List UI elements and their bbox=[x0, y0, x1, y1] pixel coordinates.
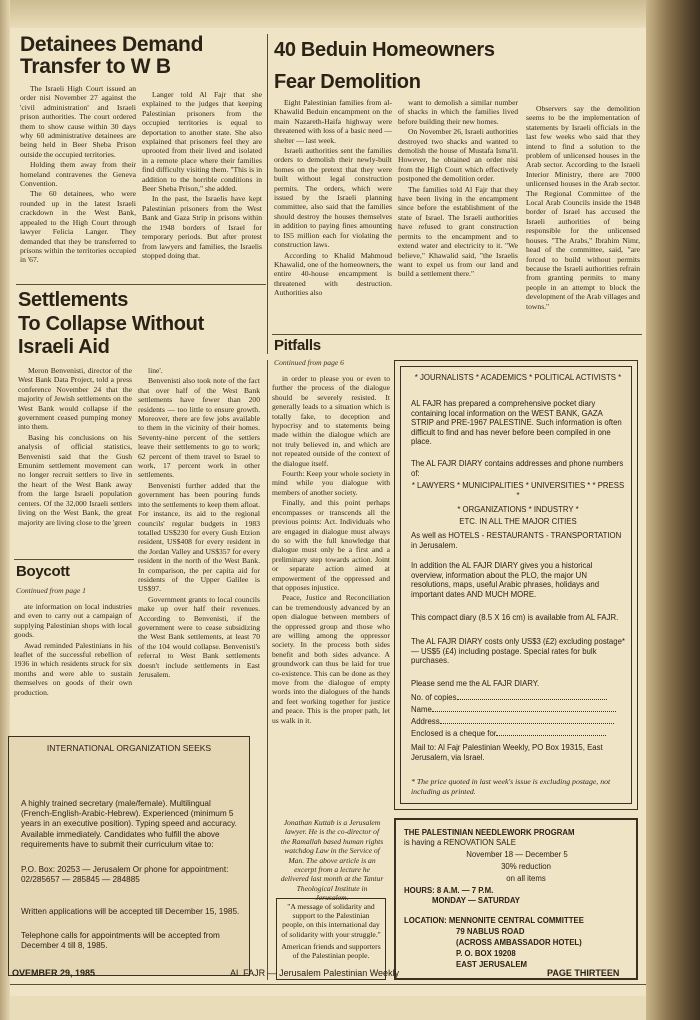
needlework-addr1: 79 NABLUS ROAD bbox=[456, 927, 525, 936]
section-rule bbox=[272, 334, 642, 335]
diary-list-3: ETC. IN ALL THE MAJOR CITIES bbox=[459, 517, 577, 526]
beduin-col2 bbox=[398, 98, 518, 358]
paragraph: Awad reminded Palestinians in his leaflet of the successful rebellion of 1936 in which residents struck for six months and were able to sustain themselves on goods of their own production. bbox=[14, 640, 132, 697]
order-field-label: Address bbox=[411, 717, 440, 726]
needlework-title: THE PALESTINIAN NEEDLEWORK PROGRAM bbox=[404, 828, 575, 837]
paragraph: want to demolish a similar number of shacks in which the families lived before building their new homes. bbox=[398, 98, 518, 126]
diary-ad bbox=[394, 360, 638, 810]
order-field-line[interactable] bbox=[432, 711, 616, 712]
author-bio-text: Jonathan Kuttab is a Jerusalem lawyer. He is the co-director of the Ramallah based human rights watchdog Law in the Service of Man. The above article is an excerpt from a lecture he delivered last month at the Tantur Theological Institute in Jerusalem. bbox=[280, 818, 384, 903]
intl-org-phone-note: Telephone calls for appointments will be accepted from December 4 till 8, 1985. bbox=[21, 931, 220, 951]
diary-contains: The AL FAJR DIARY contains addresses and phone numbers of: bbox=[411, 459, 624, 478]
diary-price: The AL FAJR DIARY costs only US$3 (£2) excluding postage* — US$5 (£4) including postage. Special rates for bulk purchases. bbox=[411, 637, 625, 666]
diary-mail-to: Mail to: Al Fajr Palestinian Weekly, PO Box 19315, East Jerusalem, via Israel. bbox=[411, 743, 603, 762]
needlework-addr3: P. O. BOX 19208 bbox=[456, 949, 516, 958]
beduin-headline-line1: 40 Beduin Homeowners bbox=[274, 39, 495, 61]
settlements-col2 bbox=[138, 366, 260, 746]
intl-org-body: A highly trained secretary (male/female). Multilingual (French-English-Arabic-Hebrew). Experienced (minimum 5 years in an executive position). Typing speed and accuracy. Available immediately. Candidates who fulfill the above requirements have to submit their curriculum vitae to: bbox=[21, 799, 237, 849]
paragraph: Meron Benvenisti, director of the West Bank Data Project, told a press conference November 24 that the majority of Jewish settlements on the West Bank would collapse if the government ceased pumping money into them. bbox=[18, 366, 132, 432]
solidarity-signature: American friends and supporters of the Palestinian people. bbox=[281, 941, 381, 961]
pitfalls-body bbox=[272, 374, 390, 814]
settlements-headline-line3: Israeli Aid bbox=[18, 336, 110, 358]
paragraph: Fourth: Keep your whole society in mind while you dialogue with members of another society. bbox=[272, 469, 390, 497]
paragraph: Eight Palestinian families from al-Khawalid Beduin encampment on the main Nazareth-Haifa highway were threatened with loss of a basic need — shelter — last week. bbox=[274, 98, 392, 145]
paragraph: According to Khalid Mahmoud Khawalid, one of the homeowners, the entire 40-house encampment is threatened with destruction. Authorities also bbox=[274, 250, 392, 298]
beduin-headline-line2: Fear Demolition bbox=[274, 71, 421, 93]
paragraph: in order to please you or even to further the process of the dialogue should be severely resisted. It generally leads to a situation which is totally fake, to deception and hypocrisy and to statements being made within the dialogue which are not truly believed in, and which are not repeated outside of the context of the dialogue itself. bbox=[272, 374, 390, 468]
intl-org-contact: P.O. Box: 20253 — Jerusalem Or phone for appointment: 02/285657 — 285845 — 284885 bbox=[21, 865, 229, 885]
diary-size: This compact diary (8.5 X 16 cm) is available from AL FAJR. bbox=[411, 613, 619, 622]
footer-publication: AL FAJR — Jerusalem Palestinian Weekly bbox=[230, 968, 400, 978]
pitfalls-author-bio bbox=[280, 818, 384, 903]
order-field-label: Name bbox=[411, 705, 432, 714]
settlements-headline-line2: To Collapse Without bbox=[18, 313, 204, 335]
paragraph: Holding them away from their homeland contravenes the Geneva Convention. bbox=[20, 160, 136, 189]
diary-overview: In addition the AL FAJR DIARY gives you a historical overview, information about the PLO, the major UN resolutions, maps, useful Arabic phrases, holidays and important dates AND MUCH MORE. bbox=[411, 561, 600, 599]
paragraph: Benvenisti further added that the government has been pouring funds into the settlements to keep them afloat. For instance, its aid to the regional councils' regular budgets in 1983 totalled US$230 for every Gush Etzion resident, US$408 for every resident in the Jordan Valley and US$357 for every resident in the north of the West Bank. In comparison, the per capita aid for residents of the Upper Galilee is US$97. bbox=[138, 480, 260, 594]
needlework-location: LOCATION: MENNONITE CENTRAL COMMITTEE bbox=[404, 916, 584, 925]
solidarity-text: "A message of solidarity and support to the Palestinian people, on this international day of solidarity with your struggle." bbox=[281, 902, 381, 939]
order-field-label: Enclosed is a cheque for bbox=[411, 729, 497, 738]
detainees-col2 bbox=[142, 90, 262, 280]
footer-date: OVEMBER 29, 1985 bbox=[12, 968, 96, 978]
diary-hotels: As well as HOTELS - RESTAURANTS - TRANSPORTATION in Jerusalem. bbox=[411, 531, 622, 550]
paragraph: On November 26, Israeli authorities destroyed two shacks and wanted to demolish the house of Mustafa Isma'il. However, he obtained an order nisi from the High Court which effectively postponed the demolition order. bbox=[398, 127, 518, 184]
paragraph: Peace, Justice and Reconciliation can be tremendously advanced by an open dialogue between members of the oppressed group and those who are willing among the oppressor society. In the process both sides benefit and both sides advance. A groundwork can thus be laid for true co-existence. This can be done as they move from the dialogue of empty words into the dialogues of the hands and feet working together for justice and peace. This is the proper path, let us walk in it. bbox=[272, 593, 390, 725]
paragraph: Observers say the demolition seems to be the implementation of statements by Israeli officials in the last few weeks who said that they intend to find a solution to the problem of unlicensed houses in the Arab sector. According to the Israeli Interior Ministry, there are 7000 unlicensed houses in the Arab sector. The Regional Committee of the Local Arab Councils inside the 1948 border of Israel has accused the Israeli authorities of being responsible for the unlicensed houses. "The Arabs," Ibrahim Nimr, head of the committee, said, "are forced to build without permits because the Israeli authorities refrain from granting permits to many people in an attempt to block the development of the Arab villages and towns." bbox=[526, 104, 640, 311]
order-field-line[interactable] bbox=[496, 735, 606, 736]
pitfalls-headline: Pitfalls bbox=[274, 337, 321, 354]
diary-audience: * JOURNALISTS * ACADEMICS * POLITICAL ACTIVISTS * bbox=[414, 373, 622, 382]
paragraph: Langer told Al Fajr that she explained to the judges that keeping Palestinian prisoners from the occupied territories is equal to deportation to another state. She also explained that prisoners feel they are uprooted from their lived and isolated in a remote place where their families find difficulty visiting them. "This is in addition to the horrible conditions in Beer Sheba Prison," she added. bbox=[142, 90, 262, 194]
paragraph: The 60 detainees, who were rounded up in the latest Israeli crackdown in the West Bank, appealed to the High Court through lawyer Felicia Langer. They demanded that they be transferred to prisons within the territories occupied in '67. bbox=[20, 189, 136, 265]
order-field-label: No. of copies bbox=[411, 693, 457, 702]
diary-intro: AL FAJR has prepared a comprehensive pocket diary containing local information on the WEST BANK, GAZA STRIP and PRE-1967 PALESTINE. Such information is often difficult to find and has never before been compiled in one place. bbox=[411, 399, 622, 447]
needlework-discount: 30% reduction bbox=[501, 862, 551, 871]
binding-edge bbox=[646, 0, 700, 1020]
paragraph: line'. bbox=[148, 366, 163, 375]
paragraph: Israeli authorities sent the families orders to demolish their newly-built homes on the pretext that they were built without legal construction permits. The orders, which were issued by the Israeli planning committee, also said that the families should destroy the houses themselves in addition to paying fines amounting to IS5 million each for violating the construction laws. bbox=[274, 146, 392, 250]
diary-order-title: Please send me the AL FAJR DIARY. bbox=[411, 679, 540, 688]
settlements-headline-line1: Settlements bbox=[18, 289, 129, 311]
order-field-cheque[interactable] bbox=[411, 729, 625, 739]
needlework-days: MONDAY — SATURDAY bbox=[432, 896, 520, 905]
order-field-name[interactable] bbox=[411, 705, 625, 715]
needlework-addr4: EAST JERUSALEM bbox=[456, 960, 528, 969]
paragraph: ate information on local industries and even to carry out a campaign of supplying Palestinian shops with local goods. bbox=[14, 602, 132, 640]
section-rule bbox=[14, 559, 134, 560]
footer-rule bbox=[10, 984, 646, 985]
diary-footnote: * The price quoted in last week's issue is excluding postage, not including as printed. bbox=[411, 777, 611, 796]
order-field-line[interactable] bbox=[440, 723, 614, 724]
paragraph: The Israeli High Court issued an order nisi November 27 against the 'civil administration' and Israeli prison authorities. The court ordered them to show cause within 30 days why 60 administrative detainees are being held in Beer Sheba Prison outside the occupied territories. bbox=[20, 84, 136, 159]
detainees-headline: Detainees Demand Transfer to W B bbox=[20, 33, 204, 79]
needlework-items: on all items bbox=[506, 874, 546, 883]
detainees-col1 bbox=[20, 84, 136, 280]
needlework-ad bbox=[394, 818, 638, 980]
section-rule bbox=[16, 284, 266, 285]
beduin-col3 bbox=[526, 104, 640, 358]
footer-page: PAGE THIRTEEN bbox=[547, 968, 620, 978]
beduin-col1 bbox=[274, 98, 392, 358]
boycott-body bbox=[14, 602, 132, 752]
boycott-headline: Boycott bbox=[16, 563, 70, 580]
paragraph: Basing his conclusions on his analysis of official statistics, Benvenisti said that the Gush Emunim settlement movement can no longer recruit settlers to live in the heart of the West Bank away from the large Israeli population centers. Of the 32,000 Israeli settlers living on the West Bank, the great majority are living close to the 'green bbox=[18, 432, 132, 527]
diary-list-2: * ORGANIZATIONS * INDUSTRY * bbox=[457, 505, 579, 514]
paragraph: Finally, and this point perhaps encompasses or transcends all the previous points: Act. Individuals who are engaged in dialogue must always do so with the full knowledge that dialogue must only be a first and a preliminary step towards action. Joint or separate action aimed at empowerment of the oppressed and that opposes injustice. bbox=[272, 498, 390, 592]
paragraph: In the past, the Israelis have kept Palestinian prisoners from the West Bank and Gaza Strip in prisons within the 1948 borders of Israel for temporary periods. But after protest from lawyers and families, the Israelis stopped doing that. bbox=[142, 194, 262, 260]
column-rule bbox=[267, 34, 268, 354]
newspaper-page bbox=[10, 28, 646, 996]
settlements-col1 bbox=[18, 366, 132, 556]
intl-org-ad bbox=[8, 736, 250, 976]
pitfalls-continued: Continued from page 6 bbox=[274, 358, 344, 367]
intl-org-title: INTERNATIONAL ORGANIZATION SEEKS bbox=[46, 743, 212, 753]
needlework-addr2: (ACROSS AMBASSADOR HOTEL) bbox=[456, 938, 582, 947]
diary-list-1: * LAWYERS * MUNICIPALITIES * UNIVERSITIES * * PRESS * bbox=[411, 481, 625, 500]
needlework-dates: November 18 — December 5 bbox=[466, 850, 568, 859]
needlework-hours: HOURS: 8 A.M. — 7 P.M. bbox=[404, 886, 494, 895]
paragraph: Benvenisti also took note of the fact that over half of the West Bank settlements have fewer than 200 residents — too little to ensure growth. Moreover, there are few jobs available to them in the vicinity of their homes. Seventy-nine percent of the settlers leave their settlements to go to work; 62 percent of them travel to Israel to work, 17 percent work in other settlements. bbox=[138, 376, 260, 480]
order-field-line[interactable] bbox=[457, 699, 607, 700]
paragraph: Government grants to local councils make up over half their revenues. According to Benvenisti, if the government were to cease subsidizing the West Bank settlements, at least 70 of the 104 would collapse. Benvenisti's referral to West Bank settlements doesn't include settlements in East Jerusalem. bbox=[138, 594, 260, 679]
boycott-continued: Continued from page 1 bbox=[16, 586, 86, 595]
order-field-address[interactable] bbox=[411, 717, 625, 727]
needlework-subtitle: is having a RENOVATION SALE bbox=[404, 838, 516, 847]
page-top-edge bbox=[0, 0, 646, 28]
column-rule bbox=[267, 360, 268, 980]
paragraph: The families told Al Fajr that they have been living in the encampment since before the establishment of the state of Israel. The Israeli authorities have refused to grant construction permits to the encampment and to extend water and electricity to it. "We believe," Khawalid said, "the Israelis want to expel us from our land and build a settlement there." bbox=[398, 184, 518, 279]
order-field-copies[interactable] bbox=[411, 693, 625, 703]
intl-org-deadline: Written applications will be accepted till December 15, 1985. bbox=[21, 907, 240, 916]
